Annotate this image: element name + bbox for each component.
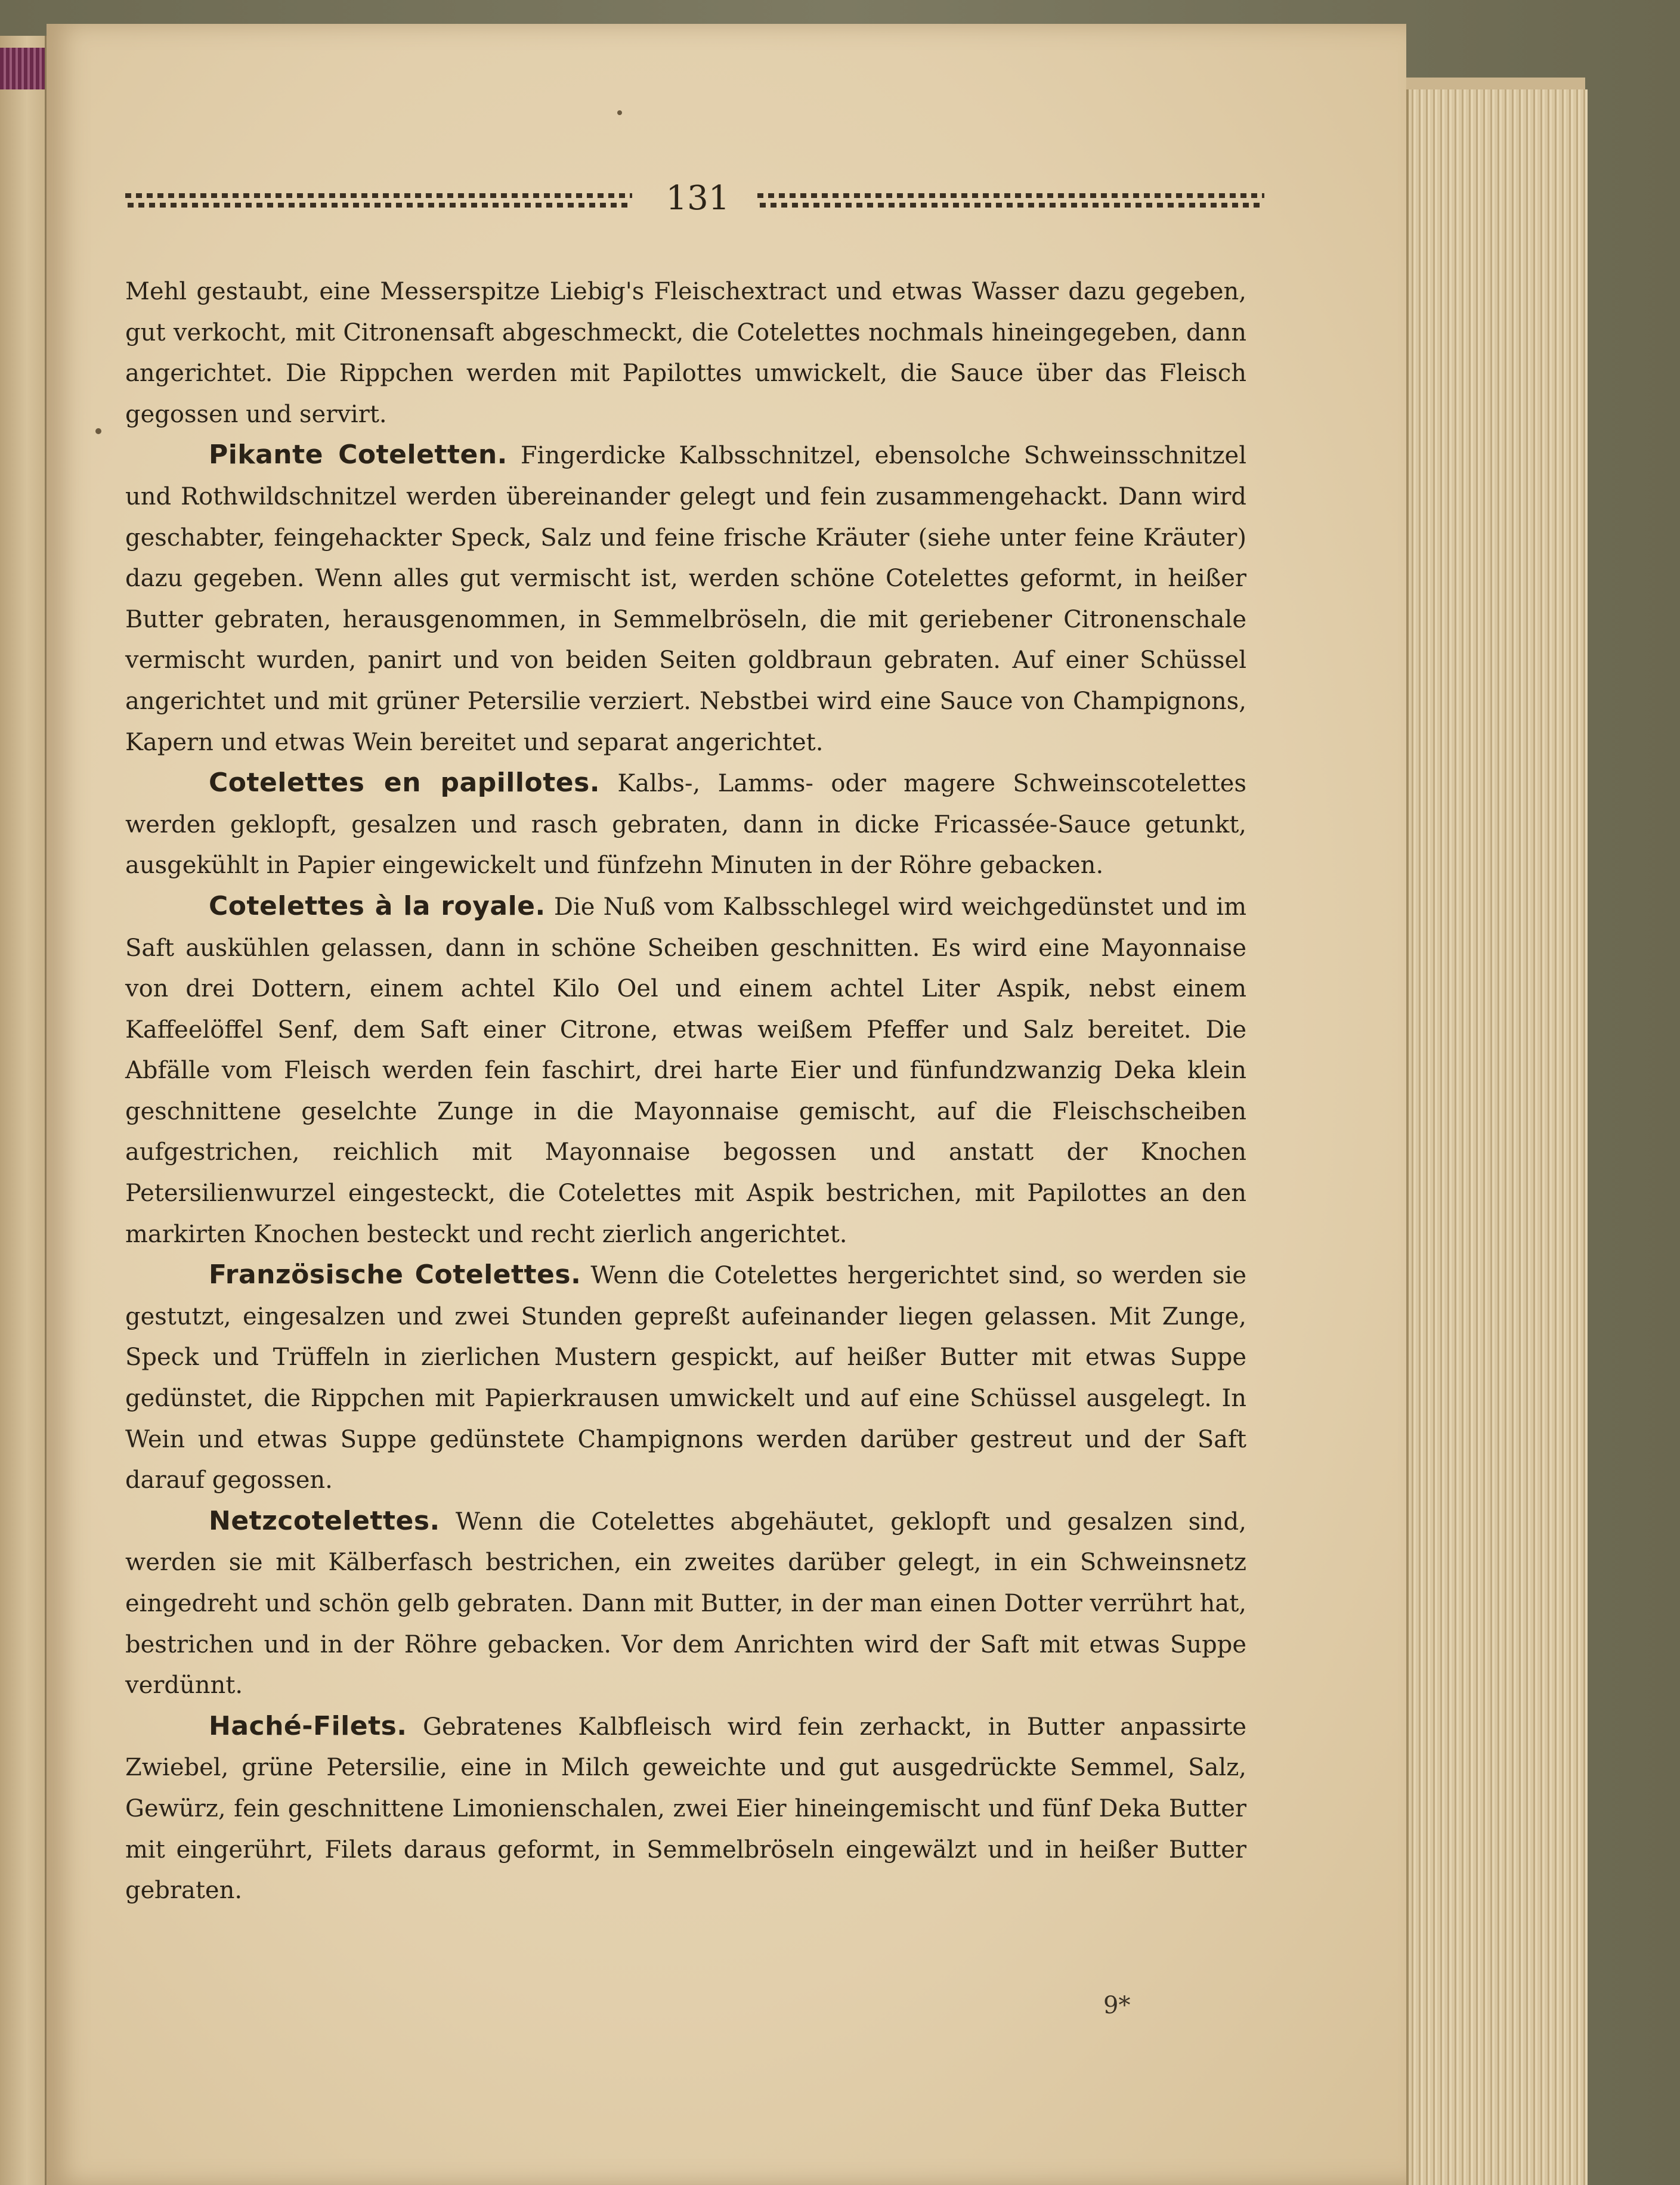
recipe-paragraph <box>125 1706 1246 1911</box>
recipe-paragraph <box>125 1255 1246 1501</box>
recipe-heading: Netzcotelettes. <box>209 1505 440 1536</box>
paper-speck <box>95 428 101 434</box>
recipe-paragraph <box>125 763 1246 886</box>
recipe-text-body: Gebratenes Kalbfleisch wird fein zerhackt, in Butter anpassirte Zwiebel, grüne Petersilie, eine in Milch geweichte und gut ausgedrückte Semmel, Salz, Gewürz, fein geschnittene Limonienschalen, zwei Eier hineingemischt und fünf Deka Butter mit eingerührt, Filets daraus geformt, in Semmelbröseln eingewälzt und in heißer Butter gebraten. <box>125 1713 1246 1905</box>
signature-mark: 9* <box>1103 1992 1131 2019</box>
recipe-text-body: Die Nuß vom Kalbsschlegel wird weichgedünstet und im Saft auskühlen gelassen, dann in schöne Scheiben geschnitten. Es wird eine Mayonnaise von drei Dottern, einem achtel Kilo Oel und einem achtel Liter Aspik, nebst einem Kaffeelöffel Senf, dem Saft einer Citrone, etwas weißem Pfeffer und Salz bereitet. Die Abfälle vom Fleisch werden fein faschirt, drei harte Eier und fünfundzwanzig Deka klein geschnittene geselchte Zunge in die Mayonnaise gemischt, auf die Fleischscheiben aufgestrichen, reichlich mit Mayonnaise begossen und anstatt der Knochen Petersilienwurzel eingesteckt, die Cotelettes mit Aspik bestrichen, mit Papilottes an den markirten Knochen besteckt und recht zierlich angerichtet. <box>125 893 1247 1248</box>
recipe-text-body: Kalbs-, Lamms- oder magere Schweinscotelettes werden geklopft, gesalzen und rasch gebraten, dann in dicke Fricassée-Sauce getunkt, ausgekühlt in Papier eingewickelt und fünfzehn Minuten in der Röhre gebacken. <box>125 770 1247 880</box>
recipe-paragraph <box>125 886 1246 1255</box>
recipe-text-body: Fingerdicke Kalbsschnitzel, ebensolche Schweinsschnitzel und Rothwildschnitzel werden übereinander gelegt und fein zusammengehackt. Dann wird geschabter, feingehackter Speck, Salz und feine frische Kräuter (siehe unter feine Kräuter) dazu gegeben. Wenn alles gut vermischt ist, werden schöne Cotelettes geformt, in heißer Butter gebraten, herausgenommen, in Semmelbröseln, die mit geriebener Citronenschale vermischt wurden, panirt und von beiden Seiten goldbraun gebraten. Auf einer Schüssel angerichtet und mit grüner Petersilie verziert. Nebstbei wird eine Sauce von Champignons, Kapern und etwas Wein bereitet und separat angerichtet. <box>125 442 1246 756</box>
recipe-heading: Cotelettes en papillotes. <box>209 767 600 799</box>
recipe-heading: Cotelettes à la royale. <box>209 890 546 921</box>
header-ornament-left <box>125 190 632 211</box>
recipe-text-body: Wenn die Cotelettes hergerichtet sind, so werden sie gestutzt, eingesalzen und zwei Stunden gepreßt aufeinander liegen gelassen. Mit Zunge, Speck und Trüffeln in zierlichen Mustern gespickt, auf heißer Butter mit etwas Suppe gedünstet, die Rippchen mit Papierkrausen umwickelt und auf eine Schüssel ausgelegt. In Wein und etwas Suppe gedünstete Champignons werden darüber gestreut und der Saft darauf gegossen. <box>125 1262 1247 1494</box>
recipe-heading: Pikante Coteletten. <box>209 440 508 471</box>
recipe-heading: Französische Cotelettes. <box>209 1259 581 1290</box>
recipe-paragraph <box>125 1501 1246 1706</box>
page-number: 131 <box>666 179 730 218</box>
header-ornament-right <box>757 190 1264 211</box>
recipe-paragraph <box>125 271 1246 435</box>
page-header <box>125 179 1258 227</box>
recipe-text-body: Mehl gestaubt, eine Messerspitze Liebig's Fleischextract und etwas Wasser dazu gegeben, gut verkocht, mit Citronensaft abgeschmeckt, die Cotelettes nochmals hineingegeben, dann angerichtet. Die Rippchen werden mit Papilottes umwickelt, die Sauce über das Fleisch gegossen und servirt. <box>125 278 1246 428</box>
bookmark-ribbon <box>0 48 45 89</box>
recipe-text-body: Wenn die Cotelettes abgehäutet, geklopft und gesalzen sind, werden sie mit Kälberfasch bestrichen, ein zweites darüber gelegt, in ein Schweinsnetz eingedreht und schön gelb gebraten. Dann mit Butter, in der man einen Dotter verrührt hat, bestrichen und in der Röhre gebacken. Vor dem Anrichten wird der Saft mit etwas Suppe verdünnt. <box>125 1508 1246 1700</box>
left-page-edge <box>0 36 47 2185</box>
recipe-paragraph <box>125 435 1246 763</box>
recipe-heading: Haché-Filets. <box>209 1710 407 1741</box>
paper-speck <box>617 110 622 115</box>
page-stack-edge <box>1406 89 1588 2185</box>
recipe-text <box>125 271 1246 1911</box>
